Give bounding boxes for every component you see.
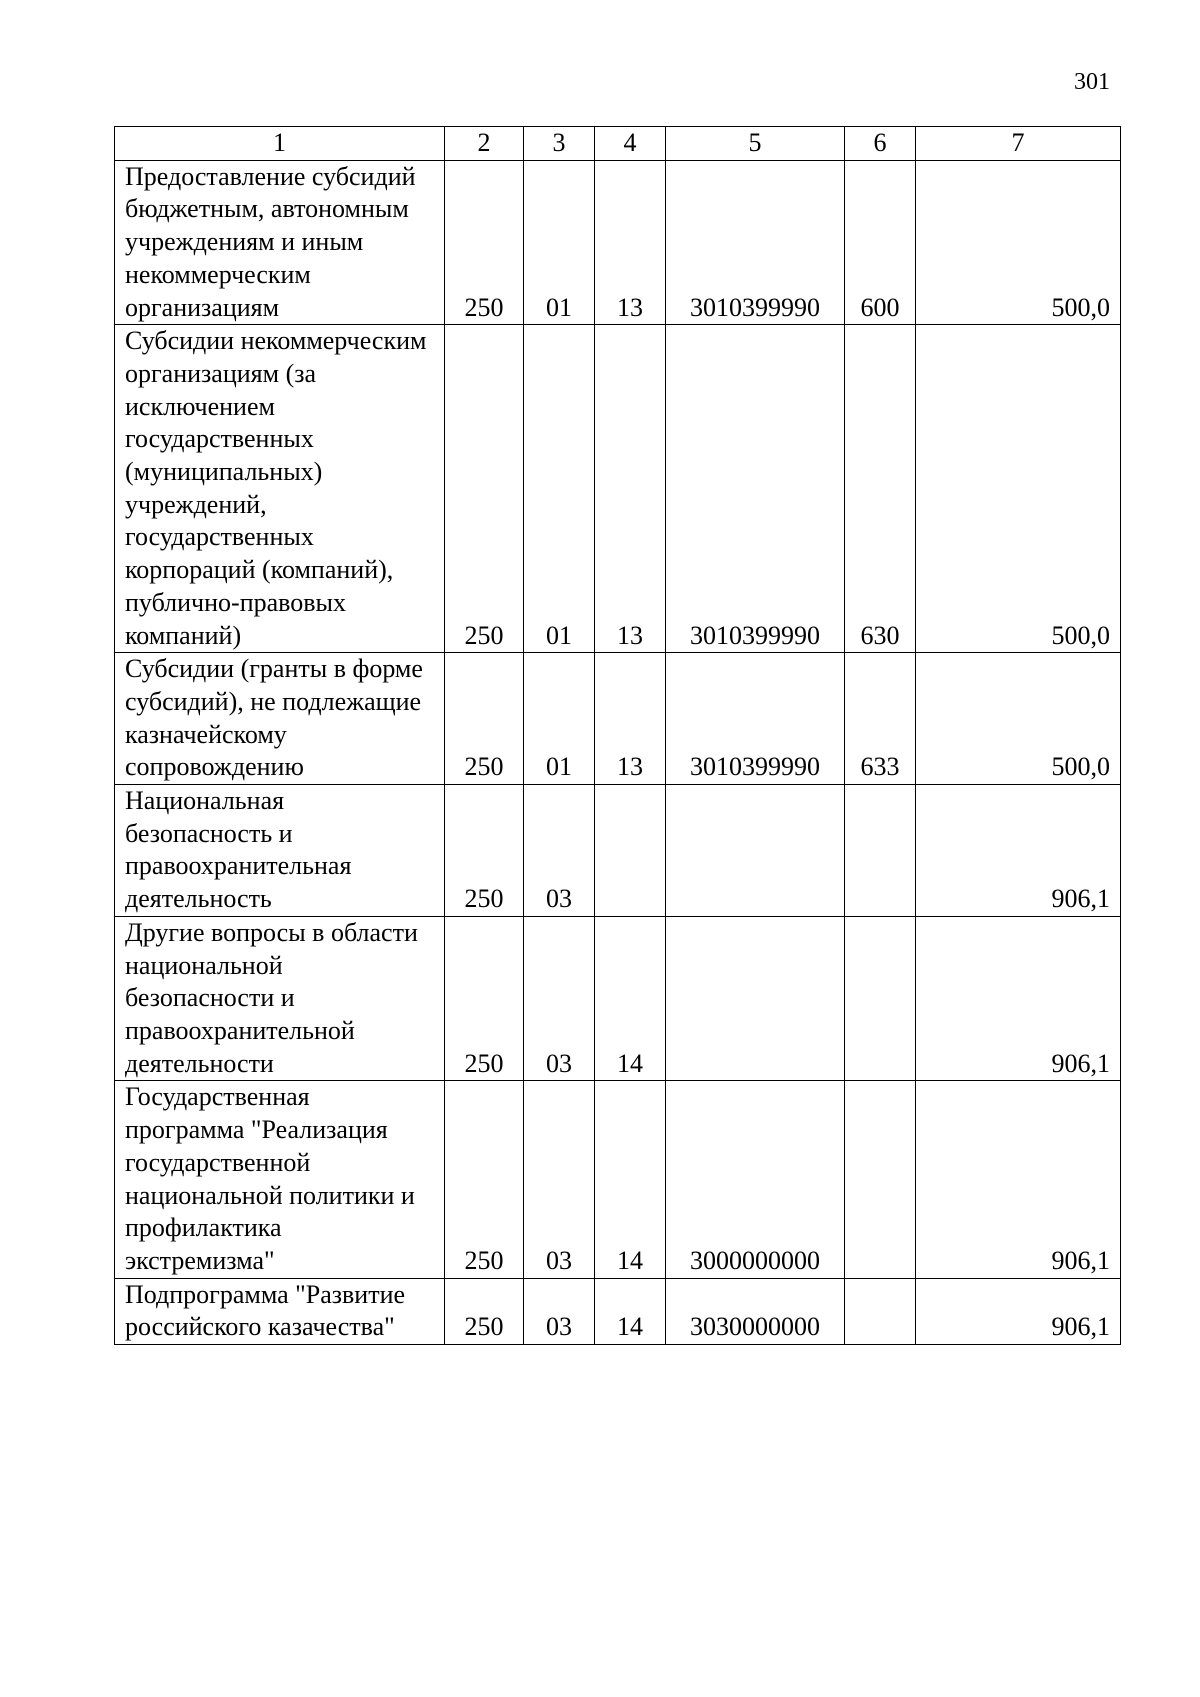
row-name: Субсидии (гранты в форме субсидий), не подлежащие казначейскому сопровождению	[115, 653, 445, 785]
row-code-6: 600	[845, 160, 916, 325]
row-code-2: 250	[445, 1278, 524, 1344]
table-row	[115, 1278, 1121, 1344]
row-code-6	[845, 785, 916, 917]
row-amount: 906,1	[916, 916, 1121, 1081]
row-code-4: 14	[595, 1081, 666, 1278]
row-name: Национальная безопасность и правоохранительная деятельность	[115, 785, 445, 917]
table-row	[115, 653, 1121, 785]
row-code-5: 3010399990	[666, 160, 845, 325]
row-amount: 500,0	[916, 653, 1121, 785]
row-code-5: 3010399990	[666, 325, 845, 653]
row-code-4: 13	[595, 653, 666, 785]
row-code-3: 03	[524, 916, 595, 1081]
row-code-3: 03	[524, 1278, 595, 1344]
row-code-2: 250	[445, 916, 524, 1081]
row-code-6	[845, 1081, 916, 1278]
row-code-6	[845, 916, 916, 1081]
row-code-2: 250	[445, 325, 524, 653]
row-code-2: 250	[445, 1081, 524, 1278]
row-code-6	[845, 1278, 916, 1344]
table-row	[115, 325, 1121, 653]
row-code-5: 3000000000	[666, 1081, 845, 1278]
row-amount: 500,0	[916, 325, 1121, 653]
row-code-3: 01	[524, 325, 595, 653]
table-row	[115, 1081, 1121, 1278]
row-code-2: 250	[445, 160, 524, 325]
row-name: Государственная программа "Реализация государственной национальной политики и профилактика экстремизма"	[115, 1081, 445, 1278]
row-code-4: 14	[595, 916, 666, 1081]
row-code-4: 13	[595, 160, 666, 325]
header-row	[115, 127, 1121, 161]
row-code-5	[666, 785, 845, 917]
row-code-2: 250	[445, 785, 524, 917]
budget-table	[114, 126, 1121, 1345]
row-code-2: 250	[445, 653, 524, 785]
row-name: Другие вопросы в области национальной безопасности и правоохранительной деятельности	[115, 916, 445, 1081]
row-name: Субсидии некоммерческим организациям (за исключением государственных (муниципальных) учреждений, государственных корпораций (компаний), публично-правовых компаний)	[115, 325, 445, 653]
column-header-6: 6	[845, 127, 916, 161]
row-code-3: 03	[524, 785, 595, 917]
row-amount: 906,1	[916, 1278, 1121, 1344]
row-amount: 906,1	[916, 785, 1121, 917]
column-header-7: 7	[916, 127, 1121, 161]
table-row	[115, 785, 1121, 917]
row-code-3: 01	[524, 160, 595, 325]
row-code-5: 3030000000	[666, 1278, 845, 1344]
column-header-5: 5	[666, 127, 845, 161]
row-name: Предоставление субсидий бюджетным, автономным учреждениям и иным некоммерческим организациям	[115, 160, 445, 325]
row-name: Подпрограмма "Развитие российского казачества"	[115, 1278, 445, 1344]
row-code-4: 13	[595, 325, 666, 653]
row-code-4	[595, 785, 666, 917]
column-header-1: 1	[115, 127, 445, 161]
row-code-5: 3010399990	[666, 653, 845, 785]
row-code-5	[666, 916, 845, 1081]
column-header-2: 2	[445, 127, 524, 161]
row-code-3: 03	[524, 1081, 595, 1278]
page-number: 301	[1074, 69, 1110, 95]
row-code-4: 14	[595, 1278, 666, 1344]
table-row	[115, 916, 1121, 1081]
row-code-6: 630	[845, 325, 916, 653]
column-header-3: 3	[524, 127, 595, 161]
row-amount: 500,0	[916, 160, 1121, 325]
column-header-4: 4	[595, 127, 666, 161]
row-code-3: 01	[524, 653, 595, 785]
row-code-6: 633	[845, 653, 916, 785]
row-amount: 906,1	[916, 1081, 1121, 1278]
table-row	[115, 160, 1121, 325]
